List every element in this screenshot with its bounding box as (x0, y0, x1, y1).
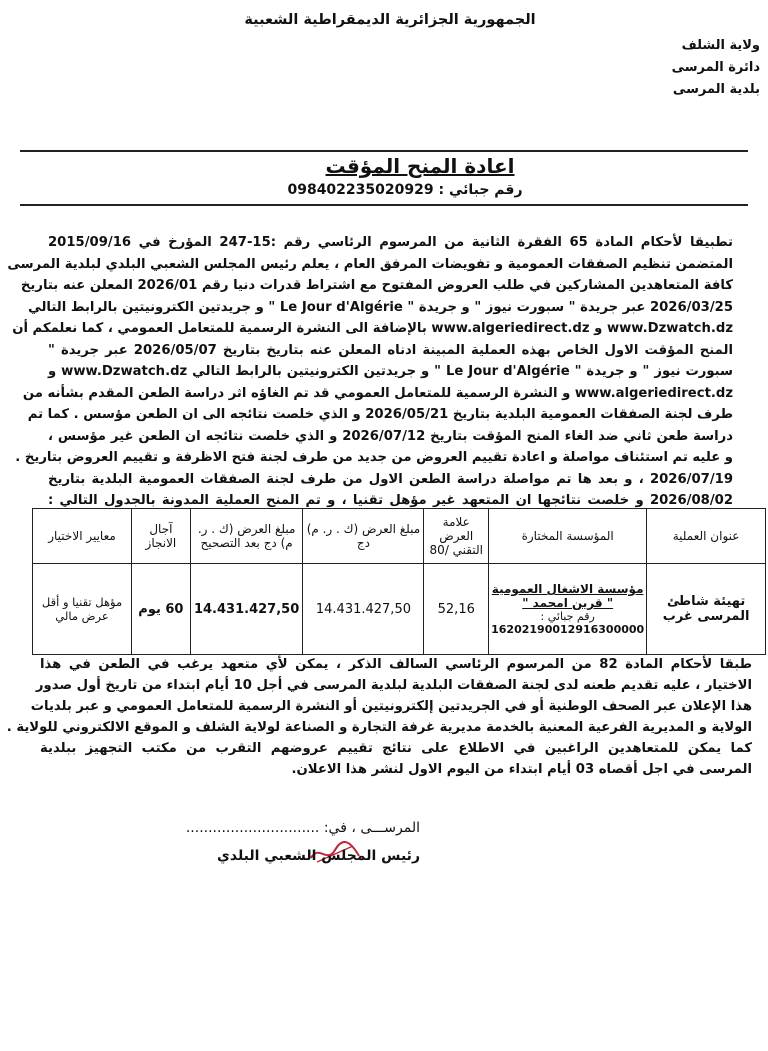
republic-header: الجمهورية الجزائرية الديمقراطية الشعبية (244, 12, 536, 28)
wilaya-label: ولاية الشلف (681, 38, 760, 53)
header-operation: عنوان العملية (647, 509, 766, 564)
body-line: المنح المؤقت الاول الخاص بهذه العملية المبينة ادناه المعلن عنه بتاريخ بتاريخ 2026/05/07 عبر جريدة " (48, 342, 733, 358)
signatory-title: رئيس المجلس الشعبي البلدي (217, 848, 420, 864)
footer-line: كما يمكن للمتعاهدين الراغبين في الاطلاع على نتائج تقييم عروضهم التقرب من مكتب التجهيز ببلدية (40, 741, 752, 756)
body-line: 2026/03/25 عبر جريدة " سبورت نيوز " و جريدة " Le Jour d'Algérie " و جريدتين الكترونيتين بالرابط التالي (28, 299, 733, 315)
body-line: سبورت نيوز " و جريدة " Le Jour d'Algérie " و جريدتين الكترونيتين بالرابط التالي www.Dzwatch.dz و (48, 364, 733, 379)
header-criteria: معايير الاختيار (33, 509, 132, 564)
cell-corrected-amount: 14.431.427,50 (190, 564, 303, 655)
body-line: www.Dzwatch.dz و www.algeriedirect.dz بالإضافة الى النشرة الرسمية للمتعامل العمومي ، كما نعلمكم أن (12, 321, 733, 336)
company-tax-label: رقم جبائي : (540, 610, 595, 623)
body-line: طرف لجنة الصفقات العمومية البلدية بتاريخ 2026/05/21 و الذي خلصت نتائجه الى ان الطعن مؤسس . كما تم (27, 407, 733, 422)
cell-operation: تهيئة شاطئ المرسى غرب (647, 564, 766, 655)
footer-line: طبقا لأحكام المادة 82 من المرسوم الرئاسي السالف الذكر ، يمكن لأي متعهد يرغب في الطعن في هذا (40, 657, 752, 672)
header-corrected-amount: مبلغ العرض (ك . ر. م) دج بعد التصحيح (190, 509, 303, 564)
body-line: 2026/08/02 و خلصت نتائجها ان المتعهد غير مؤهل تقنيا ، و تم المنح العملية المدونة بالجدول التالي : (48, 493, 733, 508)
body-line: و عليه تم استئناف مواصلة و اعادة تقييم العروض من جديد من طرف لجنة فتح الاظرفة و تقييم العروض بتاريخ . (15, 450, 733, 465)
header-company: المؤسسة المختارة (489, 509, 647, 564)
cell-criteria: مؤهل تقنيا و أقل عرض مالي (33, 564, 132, 655)
awards-table (32, 508, 766, 655)
cell-offer-amount: 14.431.427,50 (303, 564, 424, 655)
table-row (33, 564, 766, 655)
body-line: 2026/07/19 ، و بعد ها تم مواصلة دراسة الطعن الاول من طرف لجنة الصفقات العمومية البلدية بتاريخ (48, 471, 733, 487)
company-name: مؤسسة الاشغال العمومية " قرين امحمد " (491, 582, 644, 610)
body-line: المتضمن تنظيم الصفقات العمومية و تفويضات المرفق العام ، يعلم رئيس المجلس الشعبي البلدي لبلدية المرسى (7, 256, 733, 272)
body-line: تطبيقا لأحكام المادة 65 الفقرة الثانية من المرسوم الرئاسي رقم :15-247 المؤرخ في 2015/09/16 (48, 235, 733, 250)
footer-line: الولاية و المديرية الفرعية المعنية بالخدمة مديرية غرفة التجارة و الصناعة لولاية الشلف و الموقع الالكتروني للولاية . (6, 720, 752, 735)
signature-place-date: المرســـى ، في: .............................. (185, 820, 420, 836)
bottom-divider (20, 204, 748, 206)
footer-line: المرسى في اجل أقصاه 03 أيام ابتداء من اليوم الاول لنشر هذا الاعلان. (291, 762, 752, 777)
top-divider (20, 150, 748, 152)
cell-company (489, 564, 647, 655)
header-tech-score: علامة العرض التقني /80 (424, 509, 489, 564)
appeal-paragraph (6, 654, 752, 780)
header-offer-amount: مبلغ العرض (ك . ر. م) دج (303, 509, 424, 564)
commune-label: بلدية المرسى (672, 82, 760, 97)
notice-body (7, 232, 733, 512)
footer-line: الاختيار ، عليه تقديم طعنه لدى لجنة الصفقات البلدية لبلدية المرسى في أجل 10 أيام ابتداء من تاريخ أول صدور (35, 678, 752, 693)
cell-tech-score: 52,16 (424, 564, 489, 655)
cell-deadline: 60 يوم (132, 564, 191, 655)
notice-title: اعادة المنح المؤقت (325, 154, 515, 178)
table-header-row (33, 509, 766, 564)
header-deadline: آجال الانجاز (132, 509, 191, 564)
daira-label: دائرة المرسى (671, 60, 760, 75)
body-line: كافة المتعاهدين المشاركين في طلب العروض المفتوح مع اشتراط قدرات دنيا رقم 2026/01 المعلن عنه بتاريخ (20, 278, 733, 293)
company-tax-id: 16202190012916300000 (491, 623, 645, 636)
body-line: www.algeriedirect.dz و النشرة الرسمية للمتعامل العمومي قد تم الغاؤه اثر دراسة الطعن المقدم بشأنه من (22, 385, 733, 401)
notice-tax-id: رقم جبائي : 098402235020929 (287, 182, 523, 198)
footer-line: هذا الإعلان عبر الصحف الوطنية أو في الجريدتين إلكترونيتين أو النشرة الرسمية للمتعامل العمومي و عبر بلديات (30, 699, 752, 714)
body-line: دراسة طعن ثاني ضد الغاء المنح المؤقت بتاريخ 2026/07/12 و الذي خلصت نتائجه ان الطعن غير مؤسس ، (48, 428, 733, 444)
